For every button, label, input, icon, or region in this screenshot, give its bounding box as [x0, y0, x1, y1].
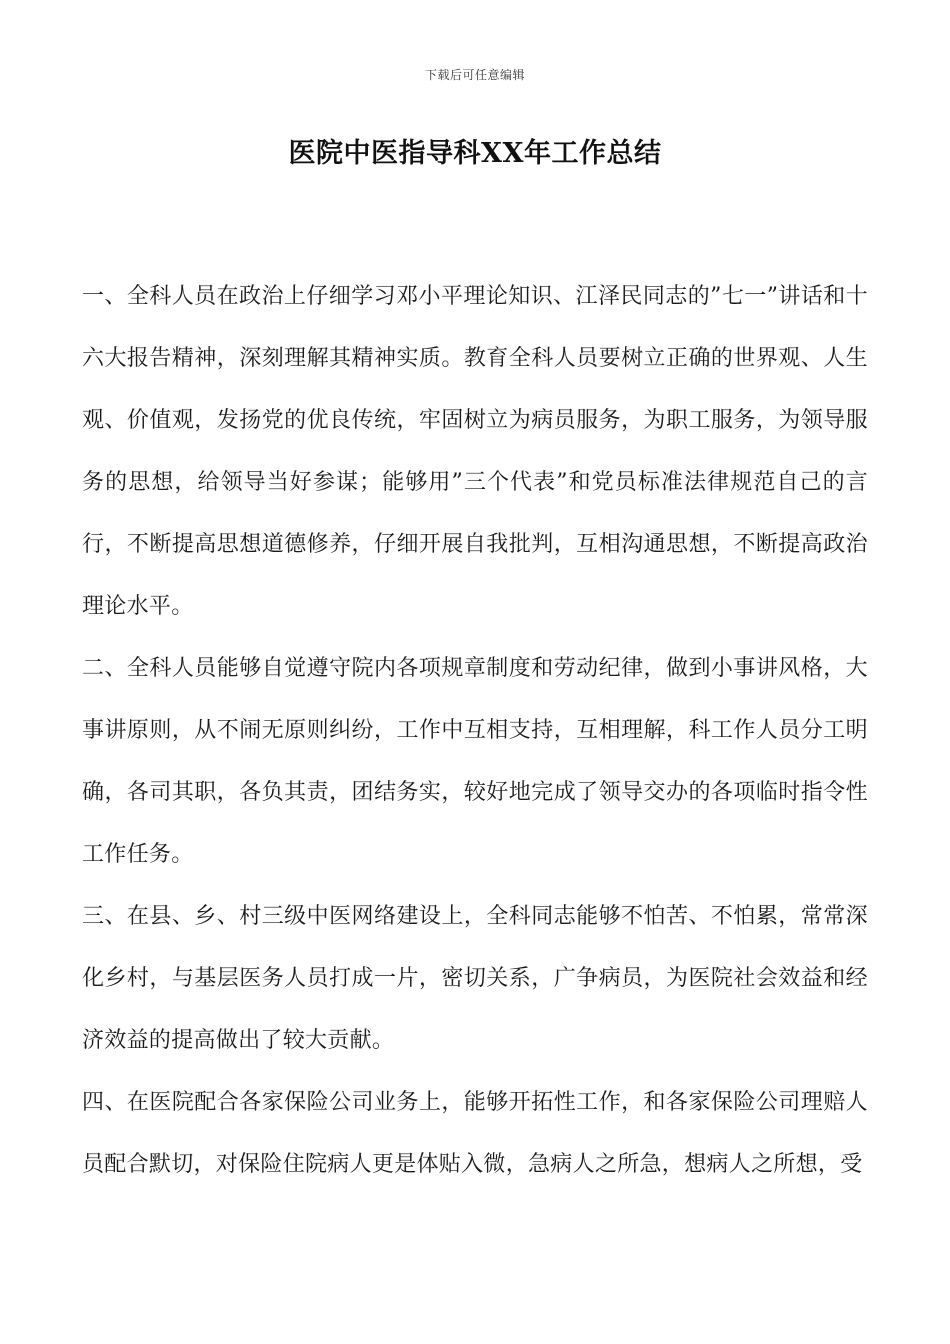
paragraph-3: 三、在县、乡、村三级中医网络建设上，全科同志能够不怕苦、不怕累，常常深化乡村，与基层医务人员打成一片，密切关系，广争病员，为医院社会效益和经济效益的提高做出了较大贡献。 [82, 904, 868, 1053]
document-body [82, 266, 868, 1196]
paragraph-4: 四、在医院配合各家保险公司业务上，能够开拓性工作，和各家保险公司理赔人员配合默切，对保险住院病人更是体贴入微，急病人之所急，想病人之所想，受 [82, 1090, 868, 1177]
paragraph-1: 一、全科人员在政治上仔细学习邓小平理论知识、江泽民同志的”七一”讲话和十六大报告精神，深刻理解其精神实质。教育全科人员要树立正确的世界观、人生观、价值观，发扬党的优良传统，牢固树立为病员服务，为职工服务，为领导服务的思想，给领导当好参谋；能够用”三个代表”和党员标准法律规范自己的言行，不断提高思想道德修养，仔细开展自我批判，互相沟通思想，不断提高政治理论水平。 [82, 284, 868, 619]
document-title: 医院中医指导科XX年工作总结 [288, 138, 662, 169]
header-note: 下载后可任意编辑 [424, 68, 525, 82]
paragraph-2: 二、全科人员能够自觉遵守院内各项规章制度和劳动纪律，做到小事讲风格，大事讲原则，从不闹无原则纠纷，工作中互相支持，互相理解，科工作人员分工明确，各司其职，各负其责，团结务实，较好地完成了领导交办的各项临时指令性工作任务。 [82, 656, 868, 867]
